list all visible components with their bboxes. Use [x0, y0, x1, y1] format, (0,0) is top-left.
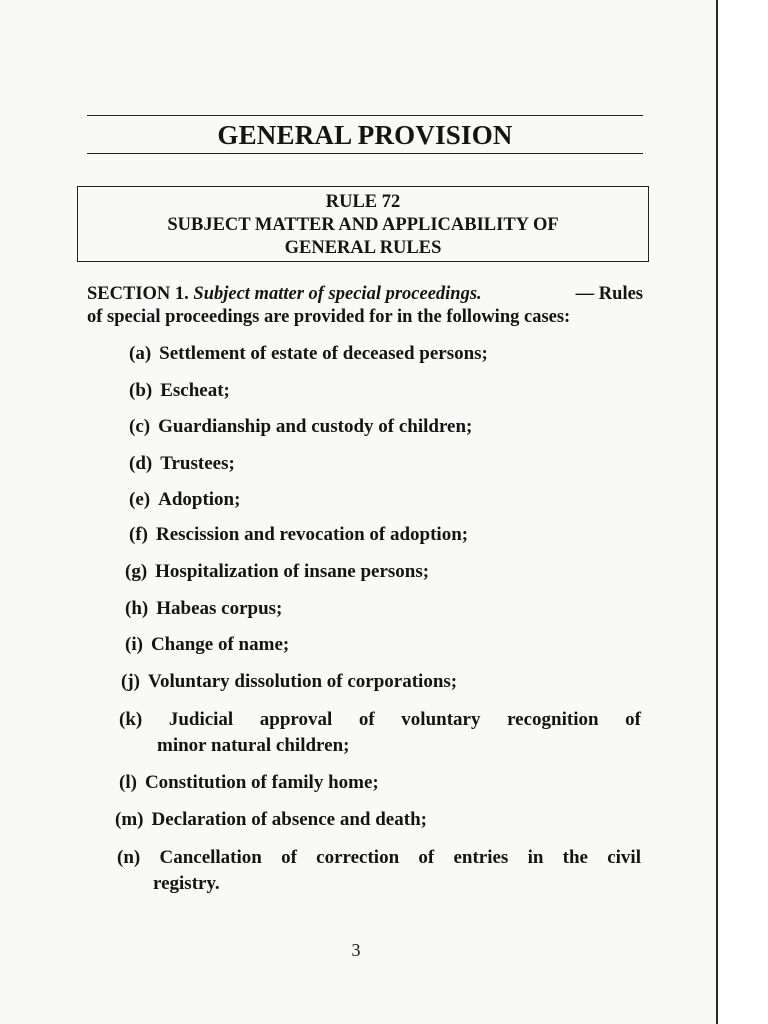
list-item: (e) Adoption; — [129, 489, 241, 510]
section-intro — [87, 283, 643, 329]
list-item: (b) Escheat; — [129, 380, 230, 401]
list-item: (d) Trustees; — [129, 453, 235, 474]
rule-title-box — [77, 186, 649, 262]
list-item: (j) Voluntary dissolution of corporations; — [121, 671, 458, 692]
rule-title-line-1: SUBJECT MATTER AND APPLICABILITY OF — [167, 215, 559, 235]
section-lead-line-2: of special proceedings are provided for in the following cases: — [87, 307, 571, 327]
list-item: (k) Judicial approval of voluntary recognition of minor natural children; — [119, 709, 641, 756]
list-item: (f) Rescission and revocation of adoption; — [129, 524, 469, 545]
list-item: (h) Habeas corpus; — [125, 598, 283, 619]
page-edge-line — [716, 0, 718, 1024]
list-item: (l) Constitution of family home; — [119, 772, 379, 793]
section-label: SECTION 1. — [87, 284, 189, 304]
page-number: 3 — [351, 940, 361, 960]
top-rule-line — [87, 115, 643, 116]
list-item: (g) Hospitalization of insane persons; — [125, 561, 430, 582]
rule-title-line-2: GENERAL RULES — [284, 238, 442, 258]
list-item: (n) Cancellation of correction of entries in the civil registry. — [117, 847, 641, 894]
rule-number: RULE 72 — [325, 192, 401, 212]
list-item: (a) Settlement of estate of deceased persons; — [129, 343, 488, 364]
list-item: (m) Declaration of absence and death; — [115, 809, 427, 830]
section-title: Subject matter of special proceedings. — [193, 284, 482, 304]
page-heading: GENERAL PROVISION — [217, 120, 513, 150]
heading-underline — [87, 153, 643, 154]
list-item: (c) Guardianship and custody of children; — [129, 416, 473, 437]
list-item: (i) Change of name; — [125, 634, 290, 655]
section-lead-tail: — Rules — [575, 284, 643, 304]
